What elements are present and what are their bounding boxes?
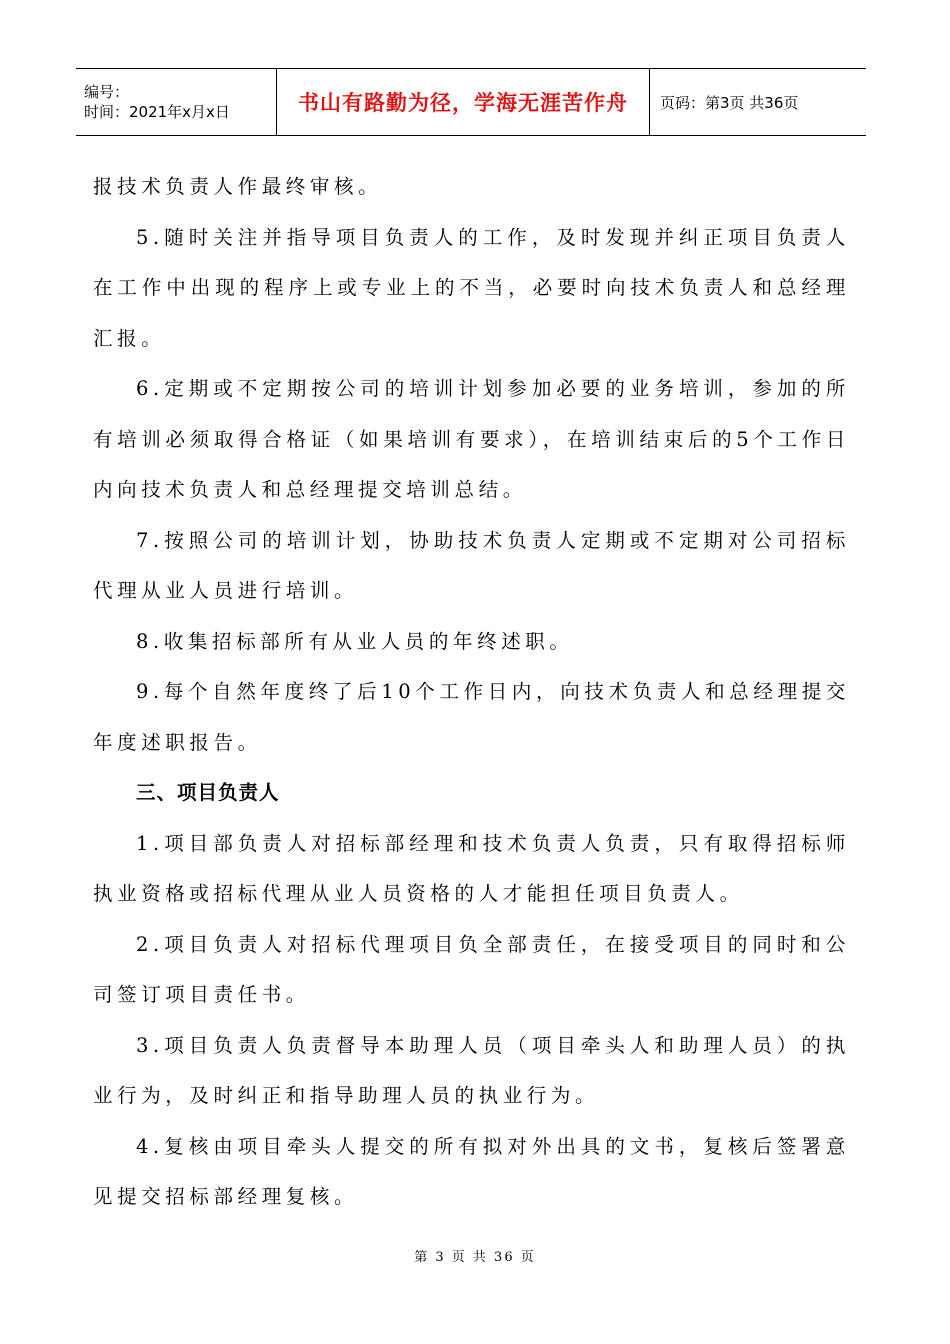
paragraph-section-item-1: 1.项目部负责人对招标部经理和技术负责人负责，只有取得招标师执业资格或招标代理从业人员资格的人才能担任项目负责人。: [93, 831, 850, 905]
paragraph-section-item-4: 4.复核由项目牵头人提交的所有拟对外出具的文书，复核后签署意见提交招标部经理复核。: [93, 1134, 850, 1208]
page-footer: 第 3 页 共 36 页: [414, 1250, 536, 1265]
paragraph-section-item-3: 3.项目负责人负责督导本助理人员（项目牵头人和助理人员）的执业行为，及时纠正和指导助理人员的执业行为。: [93, 1033, 850, 1107]
section-heading: 三、项目负责人: [136, 781, 280, 804]
paragraph-section-item-2: 2.项目负责人对招标代理项目负全部责任，在接受项目的同时和公司签订项目责任书。: [93, 932, 850, 1006]
paragraph-item-7: 7.按照公司的培训计划，协助技术负责人定期或不定期对公司招标代理从业人员进行培训。: [93, 528, 850, 602]
time-label: 时间：2021年x月x日: [84, 103, 230, 121]
page-label: 页码：第3页 共36页: [660, 93, 799, 112]
header-motto-cell: [277, 69, 650, 135]
motto-text: 书山有路勤为径，学海无涯苦作舟: [298, 91, 628, 115]
paragraph-item-5: 5.随时关注并指导项目负责人的工作，及时发现并纠正项目负责人在工作中出现的程序上或专业上的不当，必要时向技术负责人和总经理汇报。: [93, 225, 850, 350]
paragraph-item-8: 8.收集招标部所有从业人员的年终述职。: [136, 629, 574, 653]
paragraph-item-6: 6.定期或不定期按公司的培训计划参加必要的业务培训，参加的所有培训必须取得合格证（如果培训有要求），在培训结束后的5个工作日内向技术负责人和总经理提交培训总结。: [93, 377, 850, 501]
header-page-cell: [650, 69, 866, 135]
document-body: [93, 162, 850, 1223]
paragraph-item-9: 9.每个自然年度终了后10个工作日内，向技术负责人和总经理提交年度述职报告。: [93, 680, 850, 754]
paragraph-continuation: 报技术负责人作最终审核。: [93, 175, 383, 198]
header-meta-cell: [76, 69, 277, 135]
number-label: 编号：: [84, 83, 130, 101]
document-header: [76, 68, 866, 136]
